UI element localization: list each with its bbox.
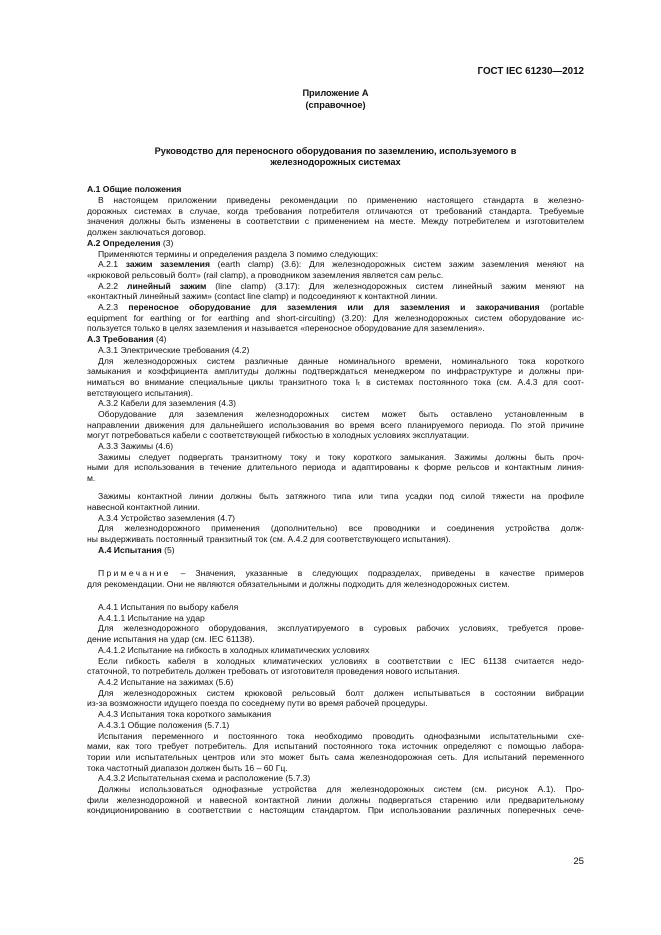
a411-l2: дение испытания на удар (см. IEC 61138). [87, 634, 255, 644]
a31-l2: замыкания и коэффициента амплитуды должны подтверждаться менеджером по инфраструктуре и должны при- [87, 366, 584, 376]
a431-l4: тока частотный диапазон должен быть 16 – 60 Гц. [87, 763, 288, 773]
page-number: 25 [573, 856, 584, 867]
annex-title: Приложение А [302, 88, 369, 98]
a412-title: А.4.1.2 Испытание на гибкость в холодных климатических условиях [98, 645, 370, 655]
a23-line1 [98, 302, 584, 312]
a431-l1: Испытания переменного и постоянного тока необходимо проводить однофазными испытательными схе- [98, 731, 584, 741]
a33-l3: м. [87, 473, 96, 483]
a33-l1: Зажимы следует подвергать транзитному току и току короткого замыкания. Зажимы должны быть проч- [98, 452, 584, 462]
a1-text-l1: В настоящем приложении приведены рекомендации по применению настоящего стандарта в железно- [98, 195, 584, 205]
section-a3 [87, 334, 584, 344]
a21-l2: «крюковой рельсовый болт» (rail clamp), а проводником заземления является сам рельс. [87, 270, 444, 280]
a22-num: А.2.2 [98, 281, 127, 291]
a42-title: А.4.2 Испытание на зажимах (5.6) [98, 677, 234, 687]
a23-l1: (portable [539, 302, 584, 312]
note-l1: – Значения, указанные в следующих подразделах, приведены в качестве примеров [170, 568, 584, 578]
note-line1 [98, 568, 584, 578]
annex-heading-line1: Руководство для переносного оборудования по заземлению, используемого в [154, 146, 517, 156]
a33-p2-l1: Зажимы контактной линии должны быть затяжного типа или типа усадки под силой тяжести на профиле [98, 491, 584, 501]
a22-l1: (line clamp) (3.17): Для железнодорожных систем линейный зажим меняют на [206, 281, 584, 291]
a23-num: А.2.3 [98, 302, 129, 312]
a23-l3: пользуется только в целях заземления и называется «переносное оборудование для заземления». [87, 323, 485, 333]
a21-num: А.2.1 [98, 259, 126, 269]
section-a4 [98, 545, 584, 555]
a21-line1 [98, 259, 584, 269]
a42-l1: Для железнодорожных систем крюковой рельсовый болт должен испытываться в состоянии вибрации [98, 688, 584, 698]
a1-text-l3: значения должны быть изменены в соответствии с применением на месте. Между потребителем и изготовителем [87, 216, 584, 226]
a431-l3: тории или испытательных центров или это может быть сама железнодорожная сеть. Для испытаний переменного [87, 752, 584, 762]
a42-l2: из-за возможности идущего поезда по соседнему пути во время рабочей процедуры. [87, 698, 428, 708]
annex-subtitle: (справочное) [305, 100, 366, 110]
note-l2: для рекомендации. Они не являются обязательными и должны подходить для железнодорожных систем. [87, 579, 510, 589]
a41-title: А.4.1 Испытания по выбору кабеля [98, 602, 239, 612]
a31-l1: Для железнодорожных систем различные данные номинального времени, номинального тока короткого [98, 356, 584, 366]
section-a3-ref: (4) [153, 334, 167, 344]
a432-l2: фили железнодорожной и навесной контактной линии должны подвергаться старению или предварительному [87, 795, 584, 805]
a31-l4: ветствующего испытания). [87, 388, 194, 398]
section-a2 [87, 238, 584, 248]
a432-l3: кондиционированию в соответствии с настоящим стандартом. При использовании различных поперечных сече- [87, 805, 584, 815]
section-a2-title: А.2 Определения [87, 238, 161, 248]
a431-l2: мами, как того требует потребитель. Для испытаний постоянного тока источник определяют с помощью лабора- [87, 741, 584, 751]
a23-l2: equipment for earthing or for earthing and short-circuiting) (3.20): Для железнодорожных систем оборудование ис- [87, 313, 584, 323]
a2-intro: Применяются термины и определения раздела 3 помимо следующих: [98, 249, 379, 259]
a412-l2: статочной, то потребитель должен требовать от изготовителя проведения нового испытания. [87, 666, 460, 676]
a431-title: А.4.3.1 Общие положения (5.7.1) [98, 720, 230, 730]
section-a4-title: А.4 Испытания [98, 545, 162, 555]
a33-p2-l2: навесной контактной линии. [87, 502, 200, 512]
a22-line1 [98, 281, 584, 291]
a21-l1: (earth clamp) (3.6): Для железнодорожных систем зажим заземления меняют на [209, 259, 584, 269]
a31-l3: ниматься во внимание специальные циклы транзитного тока Iₜ в системах постоянного тока (см. А.4.3 для соот- [87, 377, 584, 387]
a412-l1: Если гибкость кабеля в холодных климатических условиях в соответствии с IEC 61138 считается недо- [98, 656, 584, 666]
a34-l2: ны выдерживать постоянный транзитный ток (см. А.4.2 для соответствующего испытания). [87, 534, 451, 544]
note-label: Примечание [98, 568, 171, 578]
section-a4-ref: (5) [161, 545, 175, 555]
a22-term: линейный зажим [126, 281, 207, 291]
section-a2-ref: (3) [160, 238, 174, 248]
a33-l2: ными для использования в течение длительного периода и адаптированы к форме рельсов и контактным линия- [87, 462, 584, 472]
a432-title: А.4.3.2 Испытательная схема и расположение (5.7.3) [98, 773, 311, 783]
a32-title: А.3.2 Кабели для заземления (4.3) [98, 398, 237, 408]
a1-text-l4: должен заключаться договор. [87, 227, 206, 237]
annex-heading-line2: железнодорожных системах [270, 157, 401, 167]
a32-l2: направлении движения для дальнейшего использования во время всего планируемого периода. По этой причине [87, 420, 584, 430]
a411-l1: Для железнодорожного оборудования, эксплуатируемого в суровых рабочих условиях, требуется прове- [98, 623, 584, 633]
section-a3-title: А.3 Требования [87, 334, 154, 344]
a33-title: А.3.3 Зажимы (4.6) [98, 441, 174, 451]
a32-l1: Оборудование для заземления железнодорожных систем может быть оставлено установленным в [98, 409, 584, 419]
a34-l1: Для железнодорожного применения (дополнительно) все проводники и соединения устройства долж- [98, 523, 584, 533]
a31-title: А.3.1 Электрические требования (4.2) [98, 345, 250, 355]
a22-l2: «контактный линейный зажим» (contact line clamp) и подсоединяют к контактной линии. [87, 291, 438, 301]
a411-title: А.4.1.1 Испытание на удар [98, 613, 205, 623]
a432-l1: Должны использоваться однофазные устройства для железнодорожных систем (см. рисунок А.1). Про- [98, 784, 584, 794]
a1-text-l2: дорожных системах в случае, когда требования потребителя отличаются от требований стандарта. Требуемые [87, 206, 584, 216]
a21-term: зажим заземления [125, 259, 210, 269]
a32-l3: могут потребоваться кабели с соответствующей гибкостью в холодных условиях эксплуатации. [87, 430, 470, 440]
document-header: ГОСТ IEC 61230—2012 [477, 66, 584, 77]
a34-title: А.3.4 Устройство заземления (4.7) [98, 513, 236, 523]
a23-term: переносное оборудование для заземления или для заземления и закорачивания [128, 302, 540, 312]
a43-title: А.4.3 Испытания тока короткого замыкания [98, 709, 272, 719]
section-a1-title: А.1 Общие положения [87, 184, 182, 194]
